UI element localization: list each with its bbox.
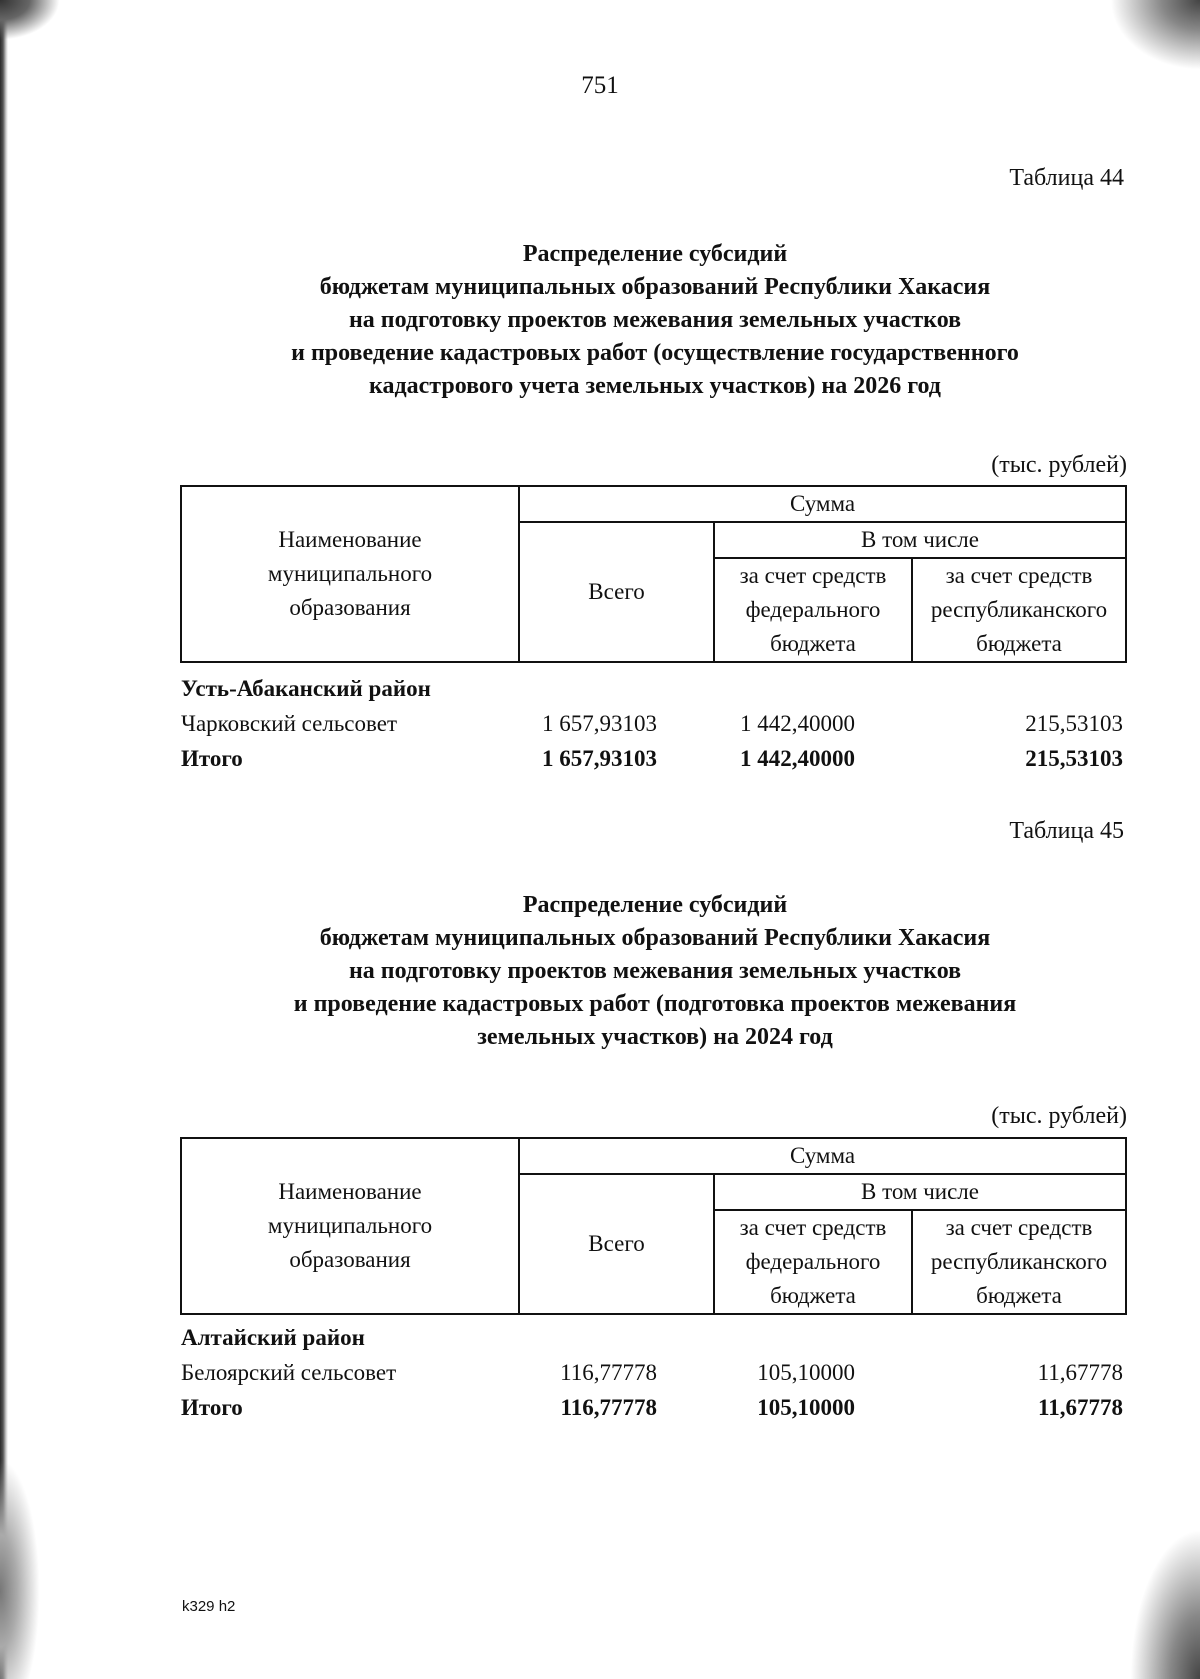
header-total: Всего <box>519 1174 714 1314</box>
header-federal: за счет средств федерального бюджета <box>714 1210 912 1314</box>
summary-row <box>180 746 1125 781</box>
title-line: на подготовку проектов межевания земельных участков <box>348 307 962 333</box>
title-line: Распределение субсидий <box>522 241 788 267</box>
summary-row <box>180 1395 1125 1430</box>
title-line: земельных участков) на 2024 год <box>477 1024 833 1050</box>
table-body <box>180 1325 1125 1430</box>
district-name: Алтайский район <box>181 1325 365 1350</box>
row-republic: 11,67778 <box>1037 1360 1123 1385</box>
header-name: Наименование муниципального образования <box>181 1138 519 1314</box>
row-total: 1 657,93103 <box>542 711 657 736</box>
summary-total: 1 657,93103 <box>542 746 657 771</box>
header-total: Всего <box>519 522 714 662</box>
header-including: В том числе <box>714 522 1126 558</box>
header-republic: за счет средств республиканского бюджета <box>912 1210 1126 1314</box>
summary-republic: 11,67778 <box>1038 1395 1123 1420</box>
units-label: (тыс. рублей) <box>991 452 1127 478</box>
title-line: бюджетам муниципальных образований Республики Хакасия <box>319 274 991 300</box>
footer-code: k329 h2 <box>182 1598 236 1615</box>
scan-corner-top-right <box>1110 0 1200 70</box>
title-line: Распределение субсидий <box>522 892 788 918</box>
header-sum: Сумма <box>519 1138 1126 1174</box>
district-row <box>180 676 1125 711</box>
scan-edge-left <box>0 0 8 1679</box>
header-name: Наименование муниципального образования <box>181 486 519 662</box>
table-row <box>180 1360 1125 1395</box>
table-title <box>180 238 1130 403</box>
header-sum: Сумма <box>519 486 1126 522</box>
district-row <box>180 1325 1125 1360</box>
summary-federal: 105,10000 <box>757 1395 855 1420</box>
row-name: Белоярский сельсовет <box>181 1360 397 1385</box>
summary-federal: 1 442,40000 <box>740 746 855 771</box>
title-line: бюджетам муниципальных образований Республики Хакасия <box>319 925 991 951</box>
district-name: Усть-Абаканский район <box>181 676 431 701</box>
row-federal: 105,10000 <box>757 1360 855 1385</box>
summary-name: Итого <box>181 1395 243 1420</box>
summary-republic: 215,53103 <box>1025 746 1123 771</box>
page-number: 751 <box>581 72 619 99</box>
row-total: 116,77778 <box>560 1360 657 1385</box>
table-header <box>180 1137 1127 1315</box>
units-label: (тыс. рублей) <box>991 1103 1127 1129</box>
header-federal: за счет средств федерального бюджета <box>714 558 912 662</box>
header-republic: за счет средств республиканского бюджета <box>912 558 1126 662</box>
row-republic: 215,53103 <box>1025 711 1123 736</box>
summary-total: 116,77778 <box>560 1395 657 1420</box>
table-header <box>180 485 1127 663</box>
table-row <box>180 711 1125 746</box>
table-title <box>180 889 1130 1054</box>
table-label: Таблица 44 <box>1009 165 1124 191</box>
row-federal: 1 442,40000 <box>740 711 855 736</box>
table-label: Таблица 45 <box>1009 818 1124 844</box>
summary-name: Итого <box>181 746 243 771</box>
table-body <box>180 676 1125 781</box>
row-name: Чарковский сельсовет <box>181 711 397 736</box>
title-line: и проведение кадастровых работ (осуществление государственного <box>291 340 1019 366</box>
title-line: и проведение кадастровых работ (подготовка проектов межевания <box>293 991 1017 1017</box>
header-including: В том числе <box>714 1174 1126 1210</box>
title-line: кадастрового учета земельных участков) на 2026 год <box>369 373 941 399</box>
scan-corner-bottom-left <box>0 1459 40 1679</box>
scan-corner-bottom-right <box>1130 1529 1200 1679</box>
scan-corner-top-left <box>0 0 60 40</box>
title-line: на подготовку проектов межевания земельных участков <box>348 958 962 984</box>
